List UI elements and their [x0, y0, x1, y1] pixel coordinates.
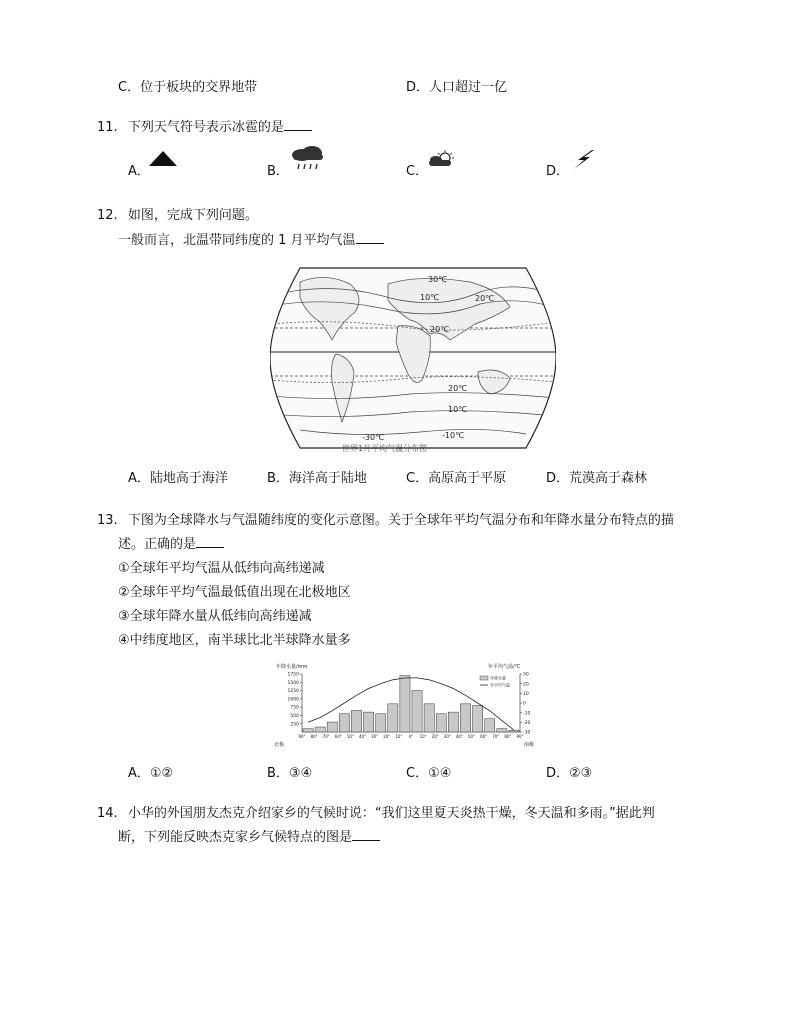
isotherm-label: 30℃	[428, 275, 448, 284]
isotherm-label: -30℃	[362, 433, 385, 442]
q13-statement-3: ③全球年降水量从低纬向高纬递减	[118, 609, 312, 624]
x-tick-label: 70°	[492, 734, 500, 739]
y-tick-label: 750	[290, 705, 299, 711]
q14-question	[97, 804, 655, 824]
precipitation-bar	[448, 712, 458, 732]
isotherm-label: 10℃	[420, 293, 440, 302]
precipitation-bar	[412, 691, 422, 732]
y-tick-label: 1500	[287, 680, 299, 686]
q13-option-b[interactable]: B．③④	[267, 766, 313, 781]
y2-tick-label: -10	[523, 711, 531, 717]
q12-option-d[interactable]: D．荒漠高于森林	[546, 471, 648, 486]
precipitation-bar	[388, 704, 398, 732]
precipitation-bar	[364, 712, 374, 732]
q13-statement-4: ④中纬度地区，南半球比北半球降水量多	[118, 633, 351, 648]
precipitation-bar	[485, 719, 495, 732]
y-tick-label: 1250	[287, 689, 299, 695]
x-tick-label: 30°	[443, 734, 451, 739]
answer-blank	[196, 535, 224, 548]
q12-subquestion	[118, 231, 384, 251]
precipitation-bar	[327, 722, 337, 732]
precipitation-bar	[424, 704, 434, 732]
x-tick-label: 80°	[310, 734, 318, 739]
isotherm-label: 20℃	[448, 384, 468, 393]
x-tick-label: 30°	[371, 734, 379, 739]
y2-tick-label: -20	[523, 720, 531, 726]
precipitation-bar	[339, 714, 349, 732]
q11-option-d-label: D．	[546, 164, 570, 179]
y2-tick-label: 0	[523, 701, 526, 707]
x-tick-label: 70°	[322, 734, 330, 739]
precipitation-bar	[473, 705, 483, 732]
q13-stem-line1: 下图为全球降水与气温随纬度的变化示意图。关于全球年平均气温分布和年降水量分布特点的描	[127, 513, 674, 528]
q14-stem-line2-row	[118, 828, 380, 848]
x-tick-label: 90°	[298, 734, 306, 739]
q11-option-d[interactable]	[546, 160, 569, 179]
answer-blank	[284, 118, 312, 131]
y2-tick-label: 10	[523, 691, 529, 697]
q11-number: 11.	[97, 120, 118, 135]
lightning-icon	[570, 148, 598, 170]
q10-option-c: C．位于板块的交界地带	[118, 80, 258, 95]
y-tick-label: 1000	[287, 697, 299, 703]
y-tick-label: 250	[290, 722, 299, 728]
q12-option-a[interactable]: A．陆地高于海洋	[128, 471, 228, 486]
x-tick-label: 40°	[359, 734, 367, 739]
map-caption: 世界1月平均气温分布图	[342, 444, 428, 453]
world-temperature-map	[270, 262, 556, 454]
precipitation-bar	[400, 676, 410, 732]
y-axis-title: 年降水量/mm	[276, 664, 308, 670]
q13-stem-line2-row	[118, 535, 224, 555]
answer-blank	[356, 231, 384, 244]
q12-option-b[interactable]: B．海洋高于陆地	[267, 471, 367, 486]
y2-tick-label: 20	[523, 682, 529, 688]
q14-stem-line2: 断，下列能反映杰克家乡气候特点的图是	[118, 830, 353, 845]
q11-question	[97, 118, 312, 138]
q11-option-a[interactable]	[128, 160, 150, 179]
q11-option-b[interactable]	[267, 160, 289, 179]
q11-option-c-label: C．	[406, 164, 429, 179]
q13-stem-line2: 述。正确的是	[118, 537, 197, 552]
q11-option-c[interactable]	[406, 160, 428, 179]
rain-cloud-icon	[289, 145, 327, 173]
precipitation-bar	[436, 714, 446, 732]
x-tick-label: 20°	[431, 734, 439, 739]
q13-option-c[interactable]: C．①④	[406, 766, 452, 781]
x-tick-label: 50°	[468, 734, 476, 739]
x-tick-label: 10°	[419, 734, 427, 739]
precipitation-bar	[315, 727, 325, 732]
q13-option-d[interactable]: D．②③	[546, 766, 593, 781]
precipitation-bar	[460, 704, 470, 732]
x-tick-label: 0°	[408, 734, 414, 739]
precipitation-bar	[497, 729, 507, 732]
q13-number: 13.	[97, 513, 118, 528]
x-tick-label: 90°	[516, 734, 524, 739]
isotherm-label: 20℃	[430, 325, 450, 334]
x-tick-label: 10°	[395, 734, 403, 739]
q12-number: 12.	[97, 208, 118, 223]
q11-stem: 下列天气符号表示冰雹的是	[127, 120, 284, 135]
x-tick-label: 80°	[504, 734, 512, 739]
precipitation-bar	[509, 730, 519, 732]
x-tick-label: 50°	[346, 734, 354, 739]
y2-tick-label: 30	[523, 672, 529, 678]
isotherm-label: 20℃	[475, 294, 495, 303]
isotherm-label: 10℃	[448, 405, 468, 414]
q12-stem: 如图，完成下列问题。	[127, 208, 258, 223]
precipitation-bar	[351, 710, 361, 732]
y-tick-label: 500	[290, 714, 299, 720]
precipitation-bar	[376, 714, 386, 732]
q12-question	[97, 206, 258, 226]
temperature-line	[308, 678, 514, 730]
legend-label: 年平均气温	[490, 682, 510, 688]
q14-stem-line1: 小华的外国朋友杰克介绍家乡的气候时说：“我们这里夏天炎热干燥，冬天温和多雨。”据此判	[127, 806, 655, 821]
precipitation-bar	[303, 729, 313, 732]
right-region-label: 南极	[524, 742, 535, 748]
y-tick-label: 1750	[287, 672, 299, 678]
x-tick-label: 20°	[383, 734, 391, 739]
x-tick-label: 60°	[334, 734, 342, 739]
q11-option-a-label: A．	[128, 164, 150, 179]
precipitation-temperature-chart	[270, 660, 550, 750]
sun-cloud-icon	[428, 150, 456, 168]
q12-sub-text: 一般而言，北温带同纬度的 1 月平均气温	[118, 233, 356, 248]
legend-label: 年降水量	[490, 675, 506, 681]
isotherm-label: -10℃	[442, 431, 465, 440]
q13-statement-1: ①全球年平均气温从低纬向高纬递减	[118, 561, 325, 576]
y2-axis-title: 年平均气温/℃	[488, 664, 521, 670]
x-tick-label: 40°	[455, 734, 463, 739]
x-tick-label: 60°	[480, 734, 488, 739]
hail-triangle-icon	[148, 150, 178, 168]
q14-number: 14.	[97, 806, 118, 821]
q13-statement-2: ②全球年平均气温最低值出现在北极地区	[118, 585, 351, 600]
left-region-label: 北极	[274, 742, 285, 748]
q13-question	[97, 511, 674, 531]
q11-option-b-label: B．	[267, 164, 289, 179]
legend-swatch-precipitation	[480, 676, 488, 680]
y2-tick-label: -30	[523, 730, 531, 736]
q12-option-c[interactable]: C．高原高于平原	[406, 471, 507, 486]
q13-option-a[interactable]: A．①②	[128, 766, 174, 781]
answer-blank	[352, 828, 380, 841]
q10-option-d: D．人口超过一亿	[406, 80, 508, 95]
